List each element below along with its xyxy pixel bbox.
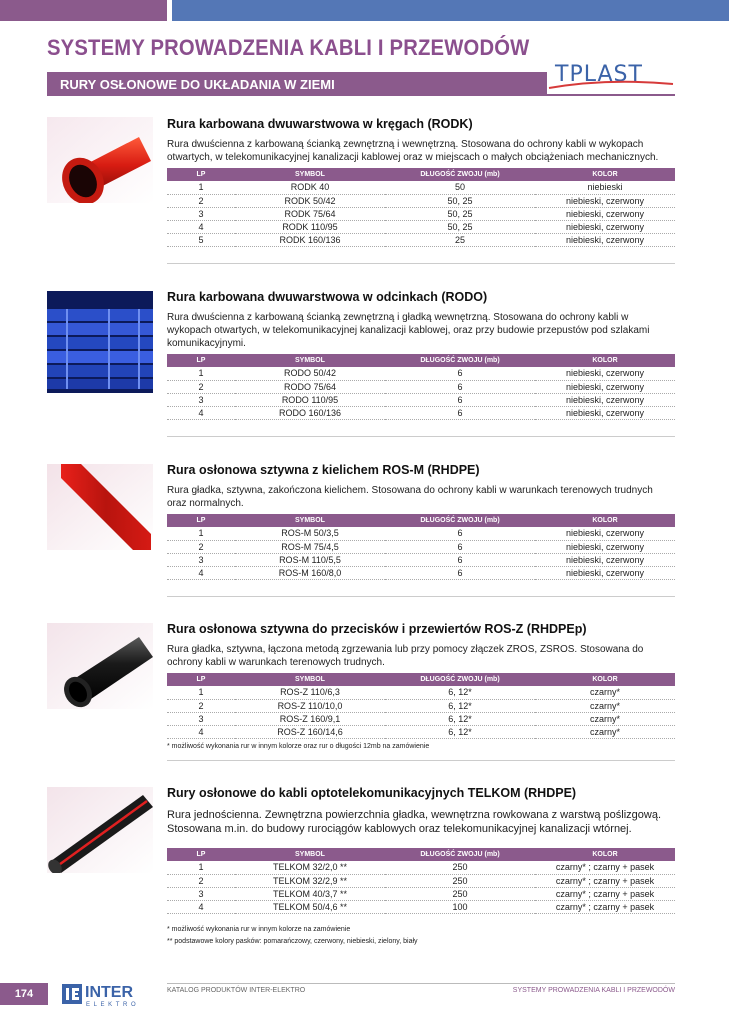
section-bar bbox=[47, 62, 675, 96]
table-row: 1 TELKOM 32/2,0 ** 250 czarny* ; czarny + pasek bbox=[167, 861, 675, 874]
section-separator bbox=[167, 436, 675, 437]
section-separator bbox=[167, 263, 675, 264]
table-row: 4 RODO 160/136 6 niebieski, czerwony bbox=[167, 406, 675, 419]
footnote: ** podstawowe kolory pasków: pomarańczowy, czerwony, niebieski, zielony, biały bbox=[167, 937, 418, 945]
table-row: 5 RODK 160/136 25 niebieski, czerwony bbox=[167, 233, 675, 246]
col-symbol: SYMBOL bbox=[235, 514, 385, 527]
product-photo-rodo bbox=[47, 291, 153, 393]
col-length: DŁUGOŚĆ ZWOJU (mb) bbox=[385, 168, 535, 181]
col-lp: LP bbox=[167, 673, 235, 686]
product-photo-ros-z bbox=[47, 623, 153, 709]
table-header-row bbox=[167, 848, 675, 861]
col-color: KOLOR bbox=[535, 168, 675, 181]
section-title: RURY OSŁONOWE DO UKŁADANIA W ZIEMI bbox=[60, 77, 335, 92]
tplast-logo bbox=[547, 58, 677, 94]
product-table bbox=[167, 514, 675, 580]
product-photo-rodk bbox=[47, 117, 153, 203]
product-table bbox=[167, 168, 675, 247]
table-header-row bbox=[167, 673, 675, 686]
col-symbol: SYMBOL bbox=[235, 354, 385, 367]
table-row: 2 RODK 50/42 50, 25 niebieski, czerwony bbox=[167, 194, 675, 207]
product-description: Rura gładka, sztywna, łączona metodą zgrzewania lub przy pomocy złączek ZROS, ZSROS. Stosowana do ochrony kabli w warunkach terenowych trudnych. bbox=[167, 644, 644, 668]
footer-catalog-label: KATALOG PRODUKTÓW INTER-ELEKTRO bbox=[167, 987, 306, 994]
table-header-row bbox=[167, 514, 675, 527]
product-title: Rura karbowana dwuwarstwowa w odcinkach (RODO) bbox=[167, 290, 488, 304]
product-table bbox=[167, 354, 675, 420]
table-row: 3 ROS-Z 160/9,1 6, 12* czarny* bbox=[167, 712, 675, 725]
table-row: 3 RODO 110/95 6 niebieski, czerwony bbox=[167, 393, 675, 406]
product-table bbox=[167, 673, 675, 739]
tplast-logo-text: TPLAST bbox=[555, 62, 643, 87]
brand-name: INTER bbox=[85, 984, 133, 1001]
footer-divider bbox=[167, 983, 675, 984]
top-bar-right bbox=[172, 0, 729, 21]
table-row: 1 ROS-M 50/3,5 6 niebieski, czerwony bbox=[167, 527, 675, 540]
product-title: Rury osłonowe do kabli optotelekomunikacyjnych TELKOM (RHDPE) bbox=[167, 786, 577, 800]
table-header-row bbox=[167, 354, 675, 367]
product-photo-telkom bbox=[47, 787, 153, 873]
product-title: Rura karbowana dwuwarstwowa w kręgach (RODK) bbox=[167, 117, 473, 131]
table-row: 3 TELKOM 40/3,7 ** 250 czarny* ; czarny + pasek bbox=[167, 887, 675, 900]
product-description: Rura dwuścienna z karbowaną ścianką zewnętrzną i wewnętrzną. Stosowana do ochrony kabli w wykopach otwartych, w telekomunikacyjnej kanalizacji kablowej oraz w miejscach o małych obciążeniach mechanicznych. bbox=[167, 139, 659, 163]
inter-elektro-logo bbox=[62, 980, 152, 1008]
logo-swoosh-icon bbox=[547, 80, 675, 90]
table-row: 3 RODK 75/64 50, 25 niebieski, czerwony bbox=[167, 207, 675, 220]
table-row: 3 ROS-M 110/5,5 6 niebieski, czerwony bbox=[167, 553, 675, 566]
table-row: 2 TELKOM 32/2,9 ** 250 czarny* ; czarny + pasek bbox=[167, 874, 675, 887]
table-row: 1 RODO 50/42 6 niebieski, czerwony bbox=[167, 367, 675, 380]
product-description: Rura dwuścienna z karbowaną ścianką zewnętrzną i gładką wewnętrzną. Stosowana do ochrony kabli w wykopach otwartych, w telekomunikacyjnej kanalizacji kablowej, oraz przy budowie przepustów pod szlakami komunikacyjnymi. bbox=[167, 312, 650, 349]
footnote: * możliwość wykonania rur w innym kolorze na zamówienie bbox=[167, 925, 351, 933]
table-row: 4 RODK 110/95 50, 25 niebieski, czerwony bbox=[167, 220, 675, 233]
table-row: 4 ROS-Z 160/14,6 6, 12* czarny* bbox=[167, 725, 675, 738]
section-separator bbox=[167, 596, 675, 597]
product-description: Rura gładka, sztywna, zakończona kielichem. Stosowana do ochrony kabli w warunkach terenowych trudnych oraz normalnych. bbox=[167, 485, 653, 509]
table-row: 1 ROS-Z 110/6,3 6, 12* czarny* bbox=[167, 686, 675, 699]
col-color: KOLOR bbox=[535, 673, 675, 686]
table-header-row bbox=[167, 168, 675, 181]
col-length: DŁUGOŚĆ ZWOJU (mb) bbox=[385, 514, 535, 527]
table-row: 4 ROS-M 160/8,0 6 niebieski, czerwony bbox=[167, 566, 675, 579]
col-lp: LP bbox=[167, 514, 235, 527]
product-description: Rura jednościenna. Zewnętrzna powierzchnia gładka, wewnętrzna rowkowana z warstwą poślizgową. Stosowana m.in. do budowy rurociągów kablowych oraz telekomunikacyjnej kanalizacji wtórnej. bbox=[167, 809, 662, 835]
col-color: KOLOR bbox=[535, 514, 675, 527]
col-lp: LP bbox=[167, 354, 235, 367]
col-symbol: SYMBOL bbox=[235, 673, 385, 686]
product-title: Rura osłonowa sztywna z kielichem ROS-M (RHDPE) bbox=[167, 463, 480, 477]
top-bar-left bbox=[0, 0, 167, 21]
col-lp: LP bbox=[167, 168, 235, 181]
col-length: DŁUGOŚĆ ZWOJU (mb) bbox=[385, 354, 535, 367]
footer-section-label: SYSTEMY PROWADZENIA KABLI I PRZEWODÓW bbox=[512, 987, 675, 994]
table-row: 2 ROS-M 75/4,5 6 niebieski, czerwony bbox=[167, 540, 675, 553]
col-lp: LP bbox=[167, 848, 235, 861]
col-length: DŁUGOŚĆ ZWOJU (mb) bbox=[385, 848, 535, 861]
product-photo-ros-m bbox=[47, 464, 153, 550]
page-number: 174 bbox=[0, 983, 48, 1005]
brand-subname: ELEKTRO bbox=[86, 1002, 140, 1008]
table-row: 4 TELKOM 50/4,6 ** 100 czarny* ; czarny + pasek bbox=[167, 900, 675, 913]
table-row: 1 RODK 40 50 niebieski bbox=[167, 181, 675, 194]
section-separator bbox=[167, 760, 675, 761]
col-symbol: SYMBOL bbox=[235, 168, 385, 181]
table-row: 2 ROS-Z 110/10,0 6, 12* czarny* bbox=[167, 699, 675, 712]
table-row: 2 RODO 75/64 6 niebieski, czerwony bbox=[167, 380, 675, 393]
footnote: * możliwość wykonania rur w innym kolorze oraz rur o długości 12mb na zamówienie bbox=[167, 742, 430, 750]
product-title: Rura osłonowa sztywna do przecisków i przewiertów ROS-Z (RHDPEp) bbox=[167, 622, 587, 636]
col-symbol: SYMBOL bbox=[235, 848, 385, 861]
product-table bbox=[167, 848, 675, 914]
col-color: KOLOR bbox=[535, 848, 675, 861]
col-length: DŁUGOŚĆ ZWOJU (mb) bbox=[385, 673, 535, 686]
page-title: SYSTEMY PROWADZENIA KABLI I PRZEWODÓW bbox=[47, 35, 530, 60]
col-color: KOLOR bbox=[535, 354, 675, 367]
